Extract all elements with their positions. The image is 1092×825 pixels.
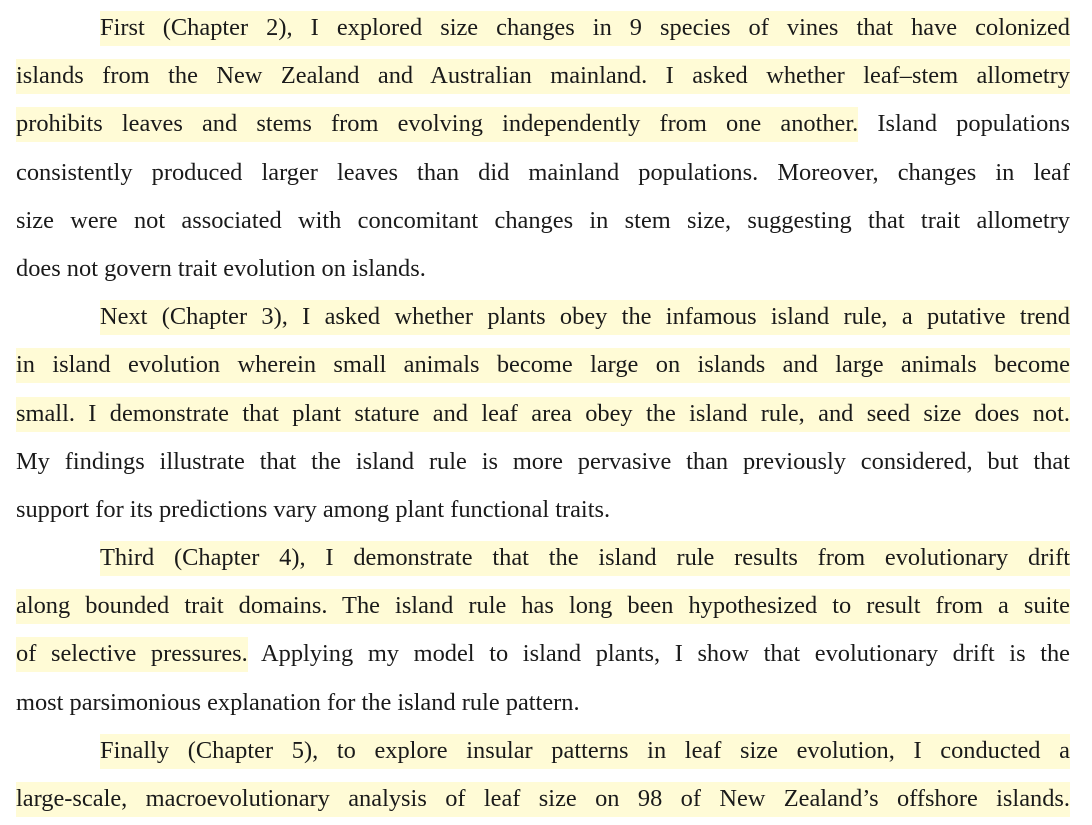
text-line: [16, 777, 1070, 825]
highlighted-text: large-scale, macroevolutionary analysis of leaf size on 98 of New Zealand’s offshore islands.: [16, 782, 1070, 817]
highlighted-text: First (Chapter 2), I explored size changes in 9 species of vines that have colonized: [100, 11, 1070, 46]
text-line: [16, 488, 1070, 536]
text-line: [16, 54, 1070, 102]
highlighted-text: Next (Chapter 3), I asked whether plants obey the infamous island rule, a putative trend: [100, 300, 1070, 335]
highlighted-text: small. I demonstrate that plant stature and leaf area obey the island rule, and seed size does not.: [16, 397, 1070, 432]
text-line: [16, 536, 1070, 584]
text-line: [16, 102, 1070, 150]
highlighted-text: islands from the New Zealand and Australian mainland. I asked whether leaf–stem allometry: [16, 59, 1070, 94]
text-line: [16, 584, 1070, 632]
text-line: [16, 681, 1070, 729]
text-line: [16, 295, 1070, 343]
text-line: [16, 151, 1070, 199]
body-text: support for its predictions vary among plant functional traits.: [16, 495, 611, 523]
body-text: most parsimonious explanation for the island rule pattern.: [16, 688, 580, 716]
text-line: [16, 729, 1070, 777]
text-line: [16, 343, 1070, 391]
highlighted-text: prohibits leaves and stems from evolving independently from one another.: [16, 107, 858, 142]
text-line: [16, 6, 1070, 54]
highlighted-text: along bounded trait domains. The island rule has long been hypothesized to result from a suite: [16, 589, 1070, 624]
body-text: Island populations: [858, 110, 1070, 138]
body-text: does not govern trait evolution on islands.: [16, 254, 426, 282]
body-text: My findings illustrate that the island rule is more pervasive than previously considered, but that: [16, 447, 1070, 475]
highlighted-text: of selective pressures.: [16, 637, 248, 672]
body-text: size were not associated with concomitant changes in stem size, suggesting that trait allometry: [16, 206, 1070, 234]
highlighted-text: in island evolution wherein small animals become large on islands and large animals become: [16, 348, 1070, 383]
text-line: [16, 247, 1070, 295]
highlighted-text: Finally (Chapter 5), to explore insular patterns in leaf size evolution, I conducted a: [100, 734, 1070, 769]
body-text: Applying my model to island plants, I show that evolutionary drift is the: [247, 640, 1070, 668]
text-line: [16, 392, 1070, 440]
text-line: [16, 199, 1070, 247]
body-text: consistently produced larger leaves than did mainland populations. Moreover, changes in leaf: [16, 158, 1070, 186]
document-page: [16, 6, 1070, 825]
text-line: [16, 440, 1070, 488]
text-line: [16, 632, 1070, 680]
highlighted-text: Third (Chapter 4), I demonstrate that the island rule results from evolutionary drift: [100, 541, 1070, 576]
